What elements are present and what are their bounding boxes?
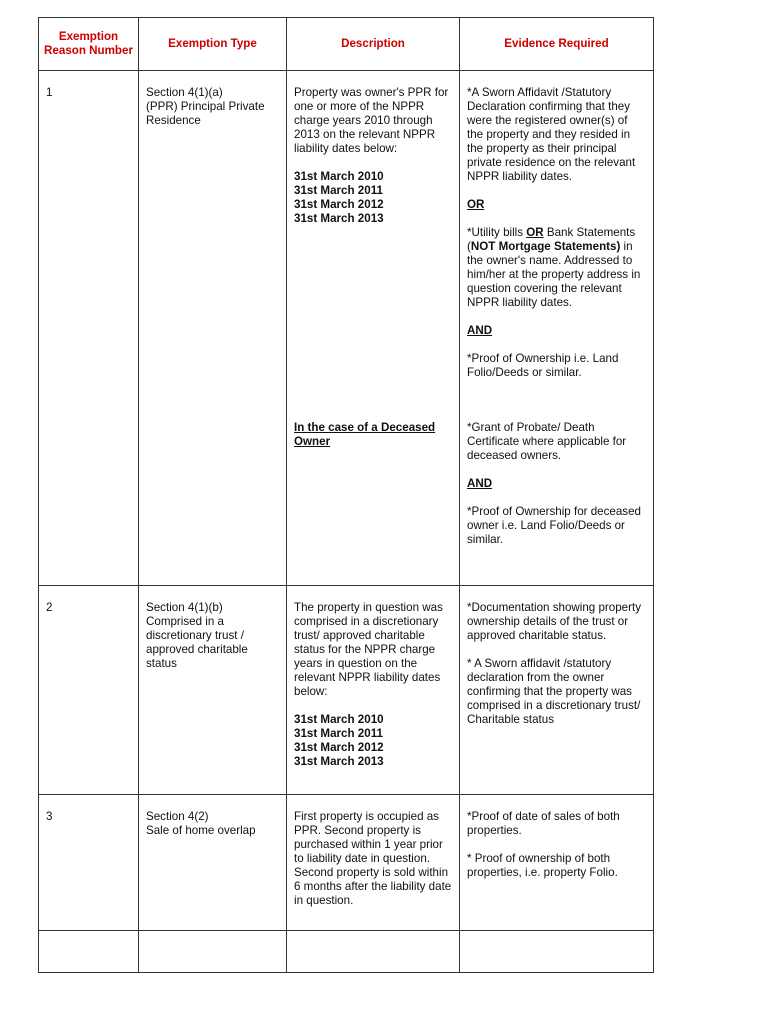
utility-post: in the owner's name. Addressed to him/her at the property address in question covering the relevant NPPR liability dates. bbox=[467, 240, 641, 309]
row-number-cell bbox=[39, 795, 139, 931]
header-number: Exemption Reason Number bbox=[39, 18, 139, 71]
table-row bbox=[39, 795, 654, 931]
row-number-cell bbox=[39, 71, 139, 586]
type-section: Section 4(1)(a) bbox=[146, 86, 223, 99]
row-description-cell bbox=[287, 795, 460, 931]
empty-cell bbox=[287, 931, 460, 973]
description-text: First property is occupied as PPR. Second property is purchased within 1 year prior to liability date in question. Second property is sold within 6 months after the liability date in question. bbox=[294, 810, 452, 907]
date-item: 31st March 2011 bbox=[294, 184, 383, 197]
utility-bold: NOT Mortgage Statements) bbox=[470, 240, 621, 253]
evidence-ownership: * Proof of ownership of both properties, i.e. property Folio. bbox=[467, 852, 618, 879]
date-item: 31st March 2010 bbox=[294, 713, 384, 726]
row-type-cell bbox=[139, 71, 287, 586]
header-evidence: Evidence Required bbox=[460, 18, 654, 71]
empty-cell bbox=[39, 931, 139, 973]
row-number: 3 bbox=[46, 810, 53, 823]
row-type-cell bbox=[139, 795, 287, 931]
row-description-cell bbox=[287, 71, 460, 586]
header-type: Exemption Type bbox=[139, 18, 287, 71]
type-name: (PPR) Principal Private Residence bbox=[146, 100, 265, 127]
evidence-ownership-deceased: *Proof of Ownership for deceased owner i.e. Land Folio/Deeds or similar. bbox=[467, 505, 642, 546]
empty-cell bbox=[460, 931, 654, 973]
evidence-probate: *Grant of Probate/ Death Certificate where applicable for deceased owners. bbox=[467, 421, 627, 462]
evidence-affidavit: * A Sworn affidavit /statutory declaration from the owner confirming that the property was comprised in a discretionary trust/ Charitable status bbox=[467, 657, 641, 726]
header-description: Description bbox=[287, 18, 460, 71]
utility-or: OR bbox=[526, 226, 544, 239]
evidence-documentation: *Documentation showing property ownership details of the trust or approved charitable status. bbox=[467, 601, 642, 642]
type-name: Sale of home overlap bbox=[146, 824, 256, 837]
evidence-affidavit: *A Sworn Affidavit /Statutory Declaration confirming that they were the registered owner(s) of the property and they resided in the property as their principal private residence on the relevant NPPR liability dates. bbox=[467, 86, 636, 183]
date-item: 31st March 2011 bbox=[294, 727, 383, 740]
row-number-cell bbox=[39, 586, 139, 795]
utility-mid: Bank Statements ( bbox=[467, 226, 636, 253]
header-row bbox=[39, 18, 654, 71]
deceased-owner-heading: In the case of a Deceased Owner bbox=[294, 421, 436, 448]
table-row bbox=[39, 586, 654, 795]
type-section: Section 4(1)(b) bbox=[146, 601, 223, 614]
date-item: 31st March 2013 bbox=[294, 212, 384, 225]
type-name: Comprised in a discretionary trust / approved charitable status bbox=[146, 615, 248, 670]
row-type-cell bbox=[139, 586, 287, 795]
row-evidence-cell bbox=[460, 586, 654, 795]
table-row bbox=[39, 71, 654, 586]
evidence-or: OR bbox=[467, 198, 485, 211]
date-item: 31st March 2012 bbox=[294, 741, 384, 754]
evidence-and: AND bbox=[467, 477, 493, 490]
type-section: Section 4(2) bbox=[146, 810, 209, 823]
row-evidence-cell bbox=[460, 71, 654, 586]
date-item: 31st March 2013 bbox=[294, 755, 384, 768]
empty-row bbox=[39, 931, 654, 973]
utility-pre: *Utility bills bbox=[467, 226, 527, 239]
exemption-table bbox=[38, 17, 654, 973]
evidence-utility bbox=[467, 226, 646, 310]
date-item: 31st March 2012 bbox=[294, 198, 384, 211]
description-text: The property in question was comprised in a discretionary trust/ approved charitable status for the NPPR charge years in question on the relevant NPPR liability dates below: bbox=[294, 601, 443, 698]
evidence-sales: *Proof of date of sales of both properties. bbox=[467, 810, 620, 837]
date-item: 31st March 2010 bbox=[294, 170, 384, 183]
evidence-and: AND bbox=[467, 324, 493, 337]
description-text: Property was owner's PPR for one or more of the NPPR charge years 2010 through 2013 on the relevant NPPR liability dates below: bbox=[294, 86, 449, 155]
row-description-cell bbox=[287, 586, 460, 795]
row-number: 1 bbox=[46, 86, 53, 99]
evidence-ownership: *Proof of Ownership i.e. Land Folio/Deeds or similar. bbox=[467, 352, 619, 379]
row-evidence-cell bbox=[460, 795, 654, 931]
row-number: 2 bbox=[46, 601, 53, 614]
empty-cell bbox=[139, 931, 287, 973]
